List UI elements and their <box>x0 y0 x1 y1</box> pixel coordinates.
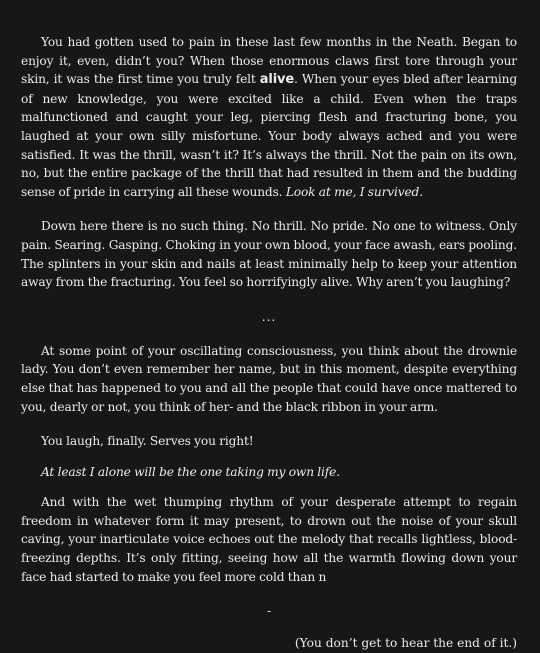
story-text <box>21 33 517 653</box>
paragraph-1-text-middle: . When your eyes bled after learning of new knowledge, you were excited like a child. Even when the traps malfunctioned and caught your leg, piercing flesh and fracturing bone, you laughed at your own silly misfortune. Your body always ached and you were satisfied. It was the thrill, wasn’t it? It’s always the thrill. Not the pain on its own, no, but the entire package of the thrill that had resulted in them and the budding sense of pride in carrying all these wounds. <box>21 72 517 199</box>
emphasized-word-alive: alive <box>259 72 295 88</box>
paragraph-you-laugh: You laugh, finally. Serves you right! <box>41 434 254 449</box>
paragraph-thumping-rhythm: And with the wet thumping rhythm of your desperate attempt to regain freedom in whatever form it may present, to drown out the noise of your skull caving, your inarticulate voice echoes out the melody that recalls lightless, blood-freezing depths. It’s only fitting, seeing how all the warmth flowing down your face had started to make you feel more cold than n <box>21 495 517 584</box>
paragraph-1-italic-ending: Look at me, I survived. <box>285 184 423 199</box>
paragraph-no-thrill: Down here there is no such thing. No thrill. No pride. No one to witness. Only pain. Searing. Gasping. Choking in your own blood, your face awash, ears pooling. The splinters in your skin and nails at least minimally help to keep your attention away from the fracturing. You feel so horrifyingly alive. Why aren’t you laughing? <box>21 219 517 290</box>
section-separator-ellipsis: ... <box>261 309 277 324</box>
closing-line: (You don’t get to hear the end of it.) <box>294 636 517 651</box>
section-separator-dash: - <box>266 604 272 619</box>
paragraph-1-text-start: You had gotten used to pain in these last few months in the Neath. Began to enjoy it, even, didn’t you? When those enormous claws first tore through your skin, it was the first time you truly felt <box>21 35 517 87</box>
paragraph-pain-in-the-neath <box>21 33 517 201</box>
paragraph-italic-own-life: At least I alone will be the one taking my own life. <box>41 464 340 479</box>
paragraph-drownie-lady: At some point of your oscillating consciousness, you think about the drownie lady. You don’t even remember her name, but in this moment, despite everything else that has happened to you and all the people that could have once mattered to you, dearly or not, you think of her- and the black ribbon in your arm. <box>21 343 517 414</box>
